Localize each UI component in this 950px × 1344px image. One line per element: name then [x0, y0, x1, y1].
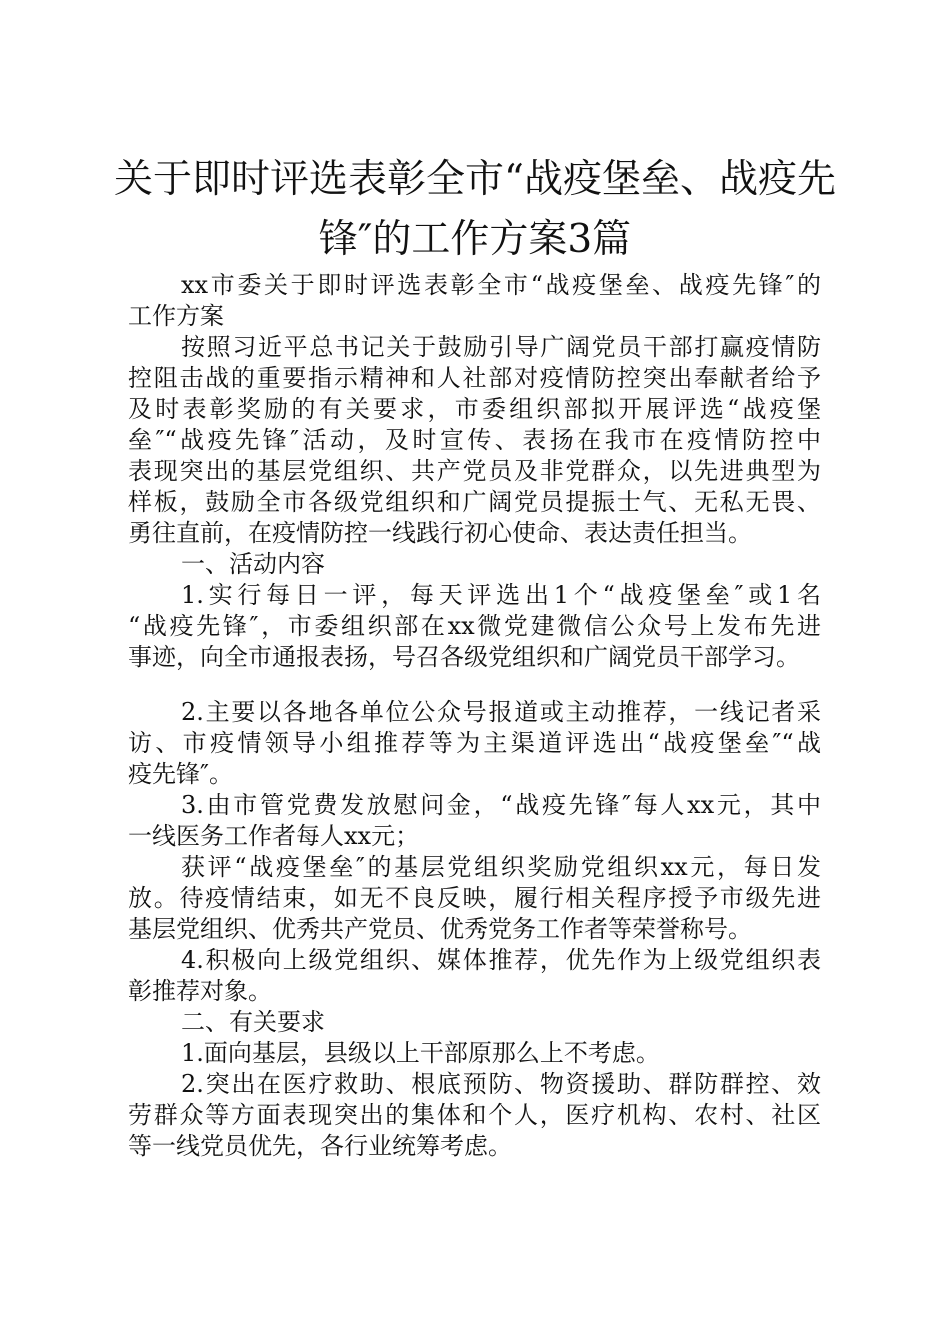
text-line: xx市委关于即时评选表彰全市“战疫堡垒、战疫先锋″的 — [181, 271, 821, 299]
text-line: 样板，鼓励全市各级党组织和广阔党员提振士气、无私无畏、 — [128, 488, 821, 516]
paragraph — [128, 270, 821, 332]
text-line: 1.面向基层，县级以上干部原那么上不考虑。 — [181, 1039, 660, 1067]
text-line: 事迹，向全市通报表扬，号召各级党组织和广阔党员干部学习。 — [128, 643, 800, 671]
paragraph — [128, 1038, 821, 1069]
text-line: 按照习近平总书记关于鼓励引导广阔党员干部打赢疫情防 — [181, 333, 821, 361]
paragraph — [128, 1007, 821, 1038]
text-line: 3.由市管党费发放慰问金，“战疫先锋″每人xx元，其中 — [181, 791, 821, 819]
paragraph — [128, 1069, 821, 1162]
paragraph — [128, 580, 821, 673]
text-line: 访、市疫情领导小组推荐等为主渠道评选出“战疫堡垒″“战 — [128, 729, 821, 757]
text-line: 一线医务工作者每人xx元； — [128, 822, 420, 850]
paragraph — [128, 697, 821, 790]
blank-line — [128, 673, 821, 697]
text-line: 1.实行每日一评，每天评选出1个“战疫堡垒″或1名 — [181, 581, 821, 609]
paragraph — [128, 852, 821, 945]
text-line: 2.主要以各地各单位公众号报道或主动推荐，一线记者采 — [181, 698, 821, 726]
text-line: 等一线党员优先，各行业统筹考虑。 — [128, 1132, 512, 1160]
text-line: 放。待疫情结束，如无不良反映，履行相关程序授予市级先进 — [128, 884, 821, 912]
document-body — [128, 270, 821, 1162]
text-line: 工作方案 — [128, 302, 224, 330]
text-line: 表现突出的基层党组织、共产党员及非党群众，以先进典型为 — [128, 457, 821, 485]
text-line: 勇往直前，在疫情防控一线践行初心使命、表达责任担当。 — [128, 519, 752, 547]
text-line: “战疫先锋″，市委组织部在xx微党建微信公众号上发布先进 — [128, 612, 821, 640]
text-line: 基层党组织、优秀共产党员、优秀党务工作者等荣誉称号。 — [128, 915, 752, 943]
paragraph — [128, 790, 821, 852]
text-line: 2.突出在医疗救助、根底预防、物资援助、群防群控、效 — [181, 1070, 821, 1098]
text-line: 二、有关要求 — [181, 1008, 325, 1036]
paragraph — [128, 549, 821, 580]
paragraph — [128, 332, 821, 549]
document-title-line-2: 锋″的工作方案3篇 — [318, 217, 632, 262]
text-line: 垒″“战疫先锋″活动，及时宣传、表扬在我市在疫情防控中 — [128, 426, 821, 454]
text-line: 劳群众等方面表现突出的集体和个人，医疗机构、农村、社区 — [128, 1101, 821, 1129]
text-line: 一、活动内容 — [181, 550, 325, 578]
paragraph — [128, 945, 821, 1007]
text-line: 彰推荐对象。 — [128, 977, 272, 1005]
text-line: 及时表彰奖励的有关要求，市委组织部拟开展评选“战疫堡 — [128, 395, 821, 423]
document-title-line-1: 关于即时评选表彰全市“战疫堡垒、战疫先 — [114, 157, 836, 202]
text-line: 4.积极向上级党组织、媒体推荐，优先作为上级党组织表 — [181, 946, 821, 974]
text-line: 获评“战疫堡垒″的基层党组织奖励党组织xx元，每日发 — [181, 853, 821, 881]
text-line: 疫先锋″。 — [128, 760, 233, 788]
text-line: 控阻击战的重要指示精神和人社部对疫情防控突出奉献者给予 — [128, 364, 821, 392]
